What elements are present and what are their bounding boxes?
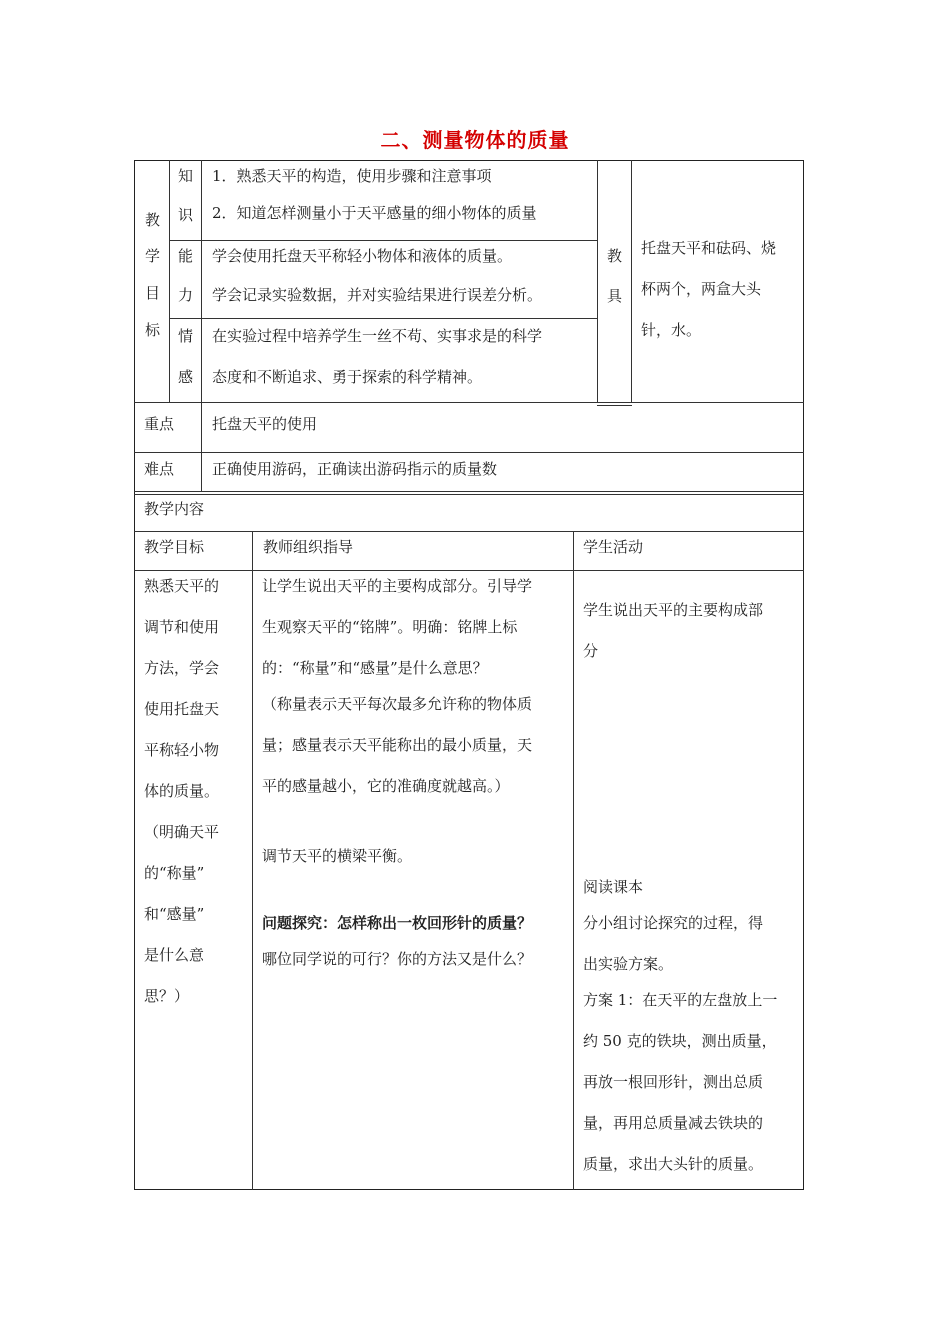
teacher-line: 哪位同学说的可行？你的方法又是什么？ — [262, 950, 533, 968]
grid-line — [169, 160, 170, 402]
difficulty-text: 正确使用游码，正确读出游码指示的质量数 — [212, 460, 498, 478]
teacher-line: 调节天平的横梁平衡。 — [262, 847, 413, 865]
student-line: 阅读课本 — [583, 878, 644, 896]
student-line: 量，再用总质量减去铁块的 — [583, 1114, 764, 1132]
student-line: 约 50 克的铁块，测出质量， — [583, 1032, 777, 1050]
tools-line: 托盘天平和砝码、烧 — [641, 239, 777, 257]
table-border-bottom — [134, 1189, 804, 1190]
goal-line: 思？） — [144, 987, 190, 1005]
goal-line: 是什么意 — [144, 946, 205, 964]
student-line: 出实验方案。 — [583, 955, 674, 973]
goal-line: 体的质量。 — [144, 782, 220, 800]
grid-line — [134, 531, 804, 532]
student-line: 质量，求出大头针的质量。 — [583, 1155, 764, 1173]
student-line: 分小组讨论探究的过程，得 — [583, 914, 764, 932]
knowledge-item: 2．知道怎样测量小于天平感量的细小物体的质量 — [212, 204, 537, 222]
ability-label: 力 — [178, 286, 194, 304]
goal-line: （明确天平 — [144, 823, 220, 841]
column-header-student: 学生活动 — [583, 538, 644, 556]
grid-line — [252, 531, 253, 1190]
teacher-line: （称量表示天平每次最多允许称的物体质 — [262, 695, 533, 713]
grid-line — [597, 405, 632, 406]
grid-line — [597, 160, 598, 402]
difficulty-label: 难点 — [144, 460, 175, 478]
ability-item: 学会使用托盘天平称轻小物体和液体的质量。 — [212, 247, 513, 265]
tools-line: 针，水。 — [641, 321, 702, 339]
emotion-item: 在实验过程中培养学生一丝不苟、实事求是的科学 — [212, 327, 543, 345]
grid-line — [201, 160, 202, 402]
student-line: 再放一根回形针，测出总质 — [583, 1073, 764, 1091]
teacher-line: 量；感量表示天平能称出的最小质量，天 — [262, 736, 533, 754]
tools-line: 杯两个，两盒大头 — [641, 280, 762, 298]
table-border-top — [134, 160, 804, 161]
teacher-line: 的：“称量”和“感量”是什么意思？ — [262, 659, 488, 677]
table-border-right — [803, 160, 804, 1190]
key-point-text: 托盘天平的使用 — [212, 415, 318, 433]
goal-line: 调节和使用 — [144, 618, 220, 636]
ability-item: 学会记录实验数据，并对实验结果进行误差分析。 — [212, 286, 543, 304]
goal-line: 熟悉天平的 — [144, 577, 220, 595]
student-line: 学生说出天平的主要构成部 — [583, 601, 764, 619]
goals-header-char: 学 — [145, 247, 161, 265]
knowledge-label: 知 — [178, 167, 194, 185]
knowledge-item: 1．熟悉天平的构造，使用步骤和注意事项 — [212, 167, 492, 185]
student-line: 分 — [583, 642, 599, 660]
emotion-label: 情 — [178, 327, 194, 345]
grid-line — [134, 491, 804, 492]
ability-label: 能 — [178, 247, 194, 265]
column-header-goal: 教学目标 — [144, 538, 205, 556]
grid-line — [573, 531, 574, 1190]
goals-header-char: 目 — [145, 284, 161, 302]
goals-header-char: 标 — [145, 321, 161, 339]
goal-line: 和“感量” — [144, 905, 205, 923]
grid-line — [134, 402, 804, 403]
teacher-line: 平的感量越小，它的准确度就越高。） — [262, 777, 510, 795]
content-header: 教学内容 — [144, 500, 205, 518]
grid-line — [134, 570, 804, 571]
teacher-line: 生观察天平的“铭牌”。明确：铭牌上标 — [262, 618, 518, 636]
goals-header-char: 教 — [145, 211, 161, 229]
grid-line — [134, 494, 804, 495]
goal-line: 方法，学会 — [144, 659, 220, 677]
emotion-item: 态度和不断追求、勇于探索的科学精神。 — [212, 368, 483, 386]
column-header-teacher: 教师组织指导 — [263, 538, 354, 556]
key-point-label: 重点 — [144, 415, 175, 433]
goal-line: 使用托盘天 — [144, 700, 220, 718]
page-title: 二、测量物体的质量 — [380, 128, 570, 152]
grid-line — [169, 240, 598, 241]
grid-line — [169, 318, 598, 319]
table-border-left — [134, 160, 135, 1190]
emotion-label: 感 — [178, 368, 194, 386]
goal-line: 平称轻小物 — [144, 741, 220, 759]
knowledge-label: 识 — [178, 206, 194, 224]
goal-line: 的“称量” — [144, 864, 205, 882]
tools-label: 具 — [607, 287, 623, 305]
grid-line — [134, 452, 804, 453]
teacher-question: 问题探究：怎样称出一枚回形针的质量？ — [262, 914, 533, 932]
student-line: 方案 1：在天平的左盘放上一 — [583, 991, 778, 1009]
tools-label: 教 — [607, 247, 623, 265]
grid-line — [201, 402, 202, 492]
grid-line — [631, 160, 632, 402]
teacher-line: 让学生说出天平的主要构成部分。引导学 — [262, 577, 533, 595]
